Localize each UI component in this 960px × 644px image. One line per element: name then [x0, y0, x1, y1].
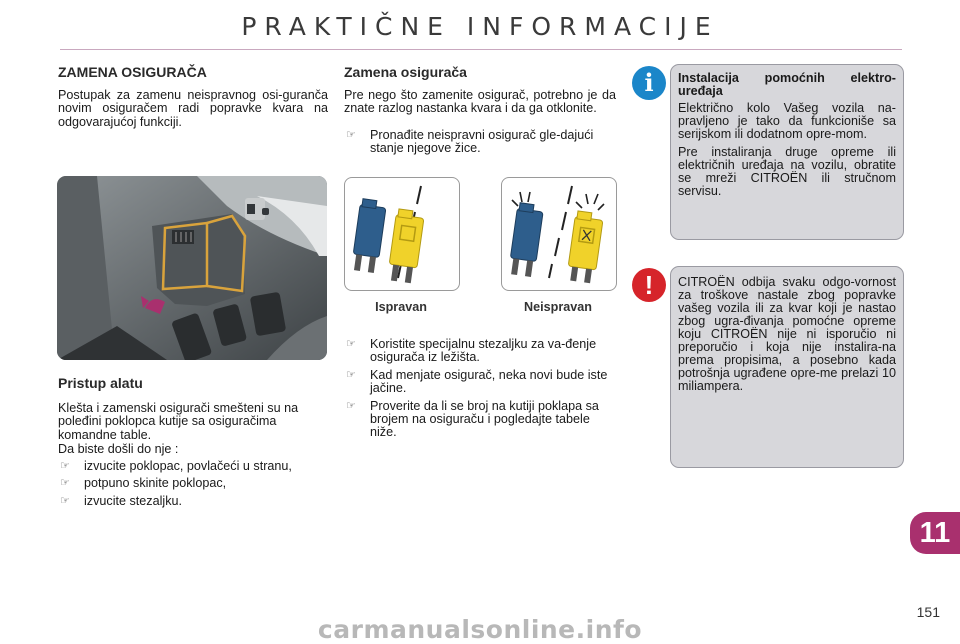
warning-box-text: CITROËN odbija svaku odgo-vornost za troškove nastale zbog popravke vašeg vozila ili za kvar koji je nastao zbog ugra-đivanja pomoćne opreme koju CITROËN nije ni isporučio ni preporučio i koja nije instalira-na prema propisima, a posebno kada potrošnja ugrađene opre-me prelazi 10 miliampera. — [678, 275, 896, 393]
list-item — [344, 400, 616, 440]
list-item — [344, 338, 616, 365]
fuse-steps-list — [344, 338, 616, 440]
step-text: izvucite poklopac, povlačeći u stranu, — [84, 459, 292, 473]
fuse-ok-label: Ispravan — [375, 300, 427, 314]
hand-pointer-icon: ☞ — [60, 477, 70, 490]
list-item — [58, 477, 328, 490]
access-text: Klešta i zamenski osigurači smešteni su na poleđini poklopca kutije sa osiguračima komandne table. — [58, 401, 299, 442]
warning-icon: ! — [632, 268, 666, 302]
hand-pointer-icon: ☞ — [346, 368, 356, 381]
hand-pointer-icon: ☞ — [346, 338, 356, 350]
access-heading: Pristup alatu — [58, 375, 143, 391]
chapter-tab: 11 — [910, 512, 960, 554]
bullet-text: Kad menjate osigurač, neka novi bude iste jačine. — [370, 367, 608, 396]
step-text: izvucite stezaljku. — [84, 493, 182, 508]
page-number: 151 — [916, 604, 940, 620]
hand-pointer-icon: ☞ — [60, 494, 70, 507]
info-box-text-2: Pre instaliranja druge opreme ili električnih uređaja na vozilu, obratite se mreži CITROËN ili stručnom servisu. — [678, 145, 896, 198]
watermark: carmanualsonline.info — [317, 615, 643, 644]
info-icon: i — [632, 66, 666, 100]
dashboard-photo — [57, 176, 327, 360]
bullet-text: Proverite da li se broj na kutiji poklapa sa brojem na osiguraču i pogledajte tabele niže. — [370, 398, 599, 440]
hand-pointer-icon: ☞ — [60, 460, 70, 472]
hand-pointer-icon: ☞ — [346, 399, 356, 412]
list-item — [344, 129, 616, 156]
list-item — [344, 369, 616, 396]
info-box — [670, 64, 904, 240]
fuse-heading: Zamena osigurača — [344, 64, 467, 80]
list-item — [58, 460, 328, 473]
fuse-ok-illustration — [344, 177, 460, 291]
hand-pointer-icon: ☞ — [346, 129, 356, 141]
warning-box — [670, 266, 904, 468]
info-box-text: Električno kolo Vašeg vozila na-pravljeno je tako da funkcioniše sa serijskom ili dodatnom opre-mom. — [678, 101, 896, 141]
fuse-faulty-illustration — [501, 177, 617, 291]
section-heading: ZAMENA OSIGURAČA — [58, 64, 207, 80]
header-divider — [60, 49, 902, 50]
list-item — [58, 495, 328, 508]
steps-list — [58, 460, 328, 508]
fuse-intro: Pre nego što zamenite osigurač, potrebno je da znate razlog nastanka kvara i da ga otklonite. — [344, 88, 616, 116]
bullet-text: Koristite specijalnu stezaljku za va-đenje osigurača iz ležišta. — [370, 337, 597, 365]
intro-text: Postupak za zamenu neispravnog osi-guranča novim osiguračem radi popravke kvara na odgovarajućoj funkciji. — [58, 88, 328, 129]
info-box-title: Instalacija pomoćnih elektro-uređaja — [678, 71, 896, 98]
fuse-faulty-label: Neispravan — [524, 300, 592, 314]
access-text-2: Da biste došli do nje : — [58, 442, 179, 456]
bullet-text: Pronađite neispravni osigurač gle-dajući stanje njegove žice. — [370, 128, 594, 156]
step-text: potpuno skinite poklopac, — [84, 476, 227, 491]
page-title: PRAKTIČNE INFORMACIJE — [241, 12, 719, 41]
